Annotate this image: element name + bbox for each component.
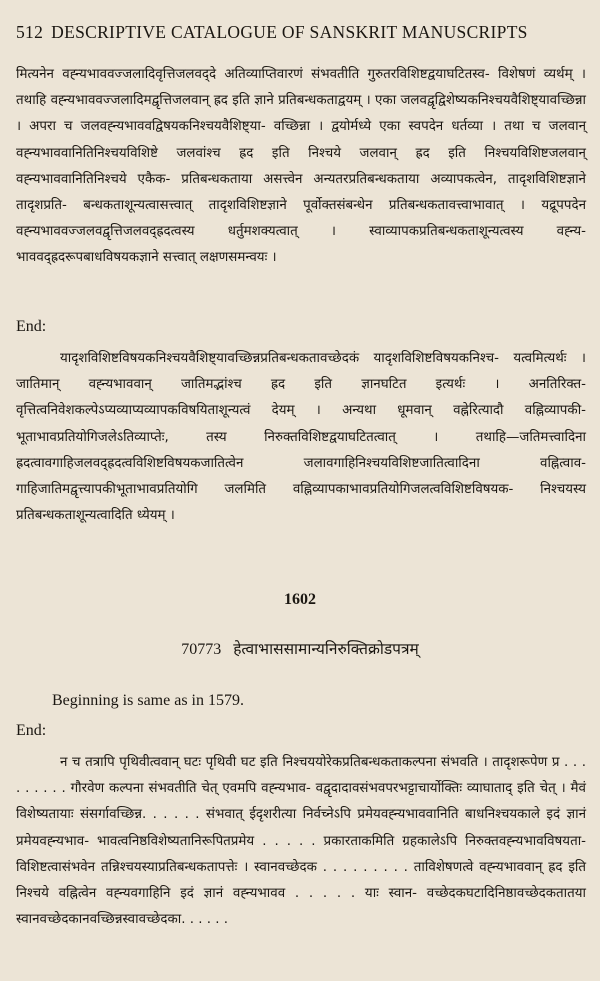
beginning-note: Beginning is same as in 1579. (52, 692, 244, 709)
top-paragraph-block (16, 62, 586, 272)
end-label-1: End: (16, 318, 47, 335)
manuscript-heading (0, 637, 600, 659)
page-number: 512 (16, 22, 44, 42)
end-label-2: End: (16, 722, 47, 739)
end-paragraph-1-block (16, 346, 586, 529)
manuscript-title: हेत्वाभाससामान्यनिरुक्तिक्रोडपत्रम् (233, 640, 419, 658)
page-header (16, 22, 590, 43)
entry-serial-number: 1602 (284, 591, 316, 608)
end-paragraph-2-block (16, 750, 586, 933)
end-paragraph-2: न च तत्रापि पृथिवीत्ववान् घटः पृथिवी घट इति निश्चययोरेकप्रतिबन्धकताकल्पना संभवति । तादृशरूपेण प्र . . . . . . . . . गौरवेण कल्पना संभवतीति चेत् एवमपि वह्न्यभाव- वद्वृदादावसंभवपरभट्टाचार्योक्तिः व्याघाताद् इति चेत् । मैवं विशेष्यतायाः संसर्गावच्छिन्न. . . . . . संभवात् ईदृशरीत्या निर्वच्नेऽपि प्रमेयवह्न्यभाववानिति बाधनिश्चयकाले इदं ज्ञानं प्रमेयवह्न्यभाव- भावत्वनिष्ठविशेष्यतानिरूपितप्रमेय . . . . . प्रकारताकमिति ग्रहकालेऽपि निरुक्तवह्न्यभावविषयता- विशिष्टत्वासंभवेन तन्निश्चयस्याप्रतिबन्धकतापत्तेः । स्वानवच्छेदक . . . . . . . . . ताविशेषणत्वे वह्न्यभाववान् ह्रद इति निश्चये वह्नित्वेन वह्न्यवगाहिनि इदं ज्ञानं वह्न्यभावव . . . . . याः स्वान- वच्छेदकघटादिनिष्ठावच्छेदकतातया स्वानवच्छेदकानवच्छिन्नस्वावच्छेदका. . . . . . (16, 755, 586, 928)
manuscript-number: 70773 (181, 641, 222, 658)
running-title: DESCRIPTIVE CATALOGUE OF SANSKRIT MANUSCRIPTS (51, 22, 528, 42)
top-paragraph: मित्यनेन वह्न्यभाववज्जलादिवृत्तिजलवद्‍दे अतिव्याप्तिवारणं संभवतीति गुरुतरविशिष्टद्वयाघटितस्व- विशेषणं व्यर्थम् । तथाहि वह्न्यभाववज्जलादिमद्वृत्तिजलवान् ह्रद इति ज्ञाने प्रतिबन्धकताद्वयम् । एका जलवद्वृद्विशेष्यकनिश्चयवैशिष्ट्यावच्छिन्ना । अपरा च जलवह्न्यभाववद्विषयकनिश्चयवैशिष्ट्या- वच्छिन्ना । द्वयोर्मध्ये एका स्वपदेन धर्तव्या । तथा च जलवान् वह्न्यभाववानितिनिश्चयविशिष्टे जलवांश्च ह्रद इति निश्चये जलवान् ह्रद इति निश्चयविशिष्टजलवान् वह्न्यभाववानितिनिश्चये एकैक- प्रतिबन्धकताया असत्त्वेन अन्यतरप्रतिबन्धकताया अव्यापकत्वेन, तादृशविशिष्टज्ञाने तादृशप्रति- बन्धकताशून्यत्वासत्त्वात् तादृशविशिष्टज्ञाने पूर्वोक्तसंबन्धेन प्रतिबन्धकतावत्त्वाभावात् । यद्रूपपदेन वह्न्यभाववज्जलवद्वृत्तिजलवद्‍ह्रदत्वस्य धर्तुमशक्यत्वात् । स्वाव्यापकप्रतिबन्धकताशून्यत्वस्य वह्न्य- भाववद्‍ह्रदरूपबाधविषयकज्ञाने सत्त्वात् लक्षणसमन्वयः । (16, 67, 586, 266)
end-paragraph-1: यादृशविशिष्टविषयकनिश्चयवैशिष्ट्यावच्छिन्नप्रतिबन्धकतावच्छेदकं यादृशविशिष्टविषयकनिश्च- यत्वमित्यर्थः । जातिमान् वह्न्यभाववान् जातिमद्भांश्च ह्रद इति ज्ञानघटित इत्यर्थः । अनतिरिक्त- वृत्तित्वनिवेशकल्पेऽप्यव्याप्यव्यापकविषयिताशून्यत्वं देयम् । अन्यथा धूमवान् वह्नेरित्यादौ वह्निव्यापकी- भूताभावप्रतियोगिजलेऽतिव्याप्तेः, तस्य निरुक्तविशिष्टद्वयाघटितत्वात् । तथाहि—जतिमत्त्वादिना ह्रदत्वावगाहिजलवद्‍ह्रदत्वविशिष्टविषयकजातित्वेन जलावगाहिनिश्चयविशिष्टजातित्वादिना वह्नित्वाव- गाहिजातिमद्वृत्त्यापकीभूताभावप्रतियोगि जलमिति वह्निव्यापकाभावप्रतियोगिजलत्वविशिष्टविषयक- निश्चयस्य प्रतिबन्धकताशून्यत्वादिति ध्येयम् । (16, 351, 586, 524)
